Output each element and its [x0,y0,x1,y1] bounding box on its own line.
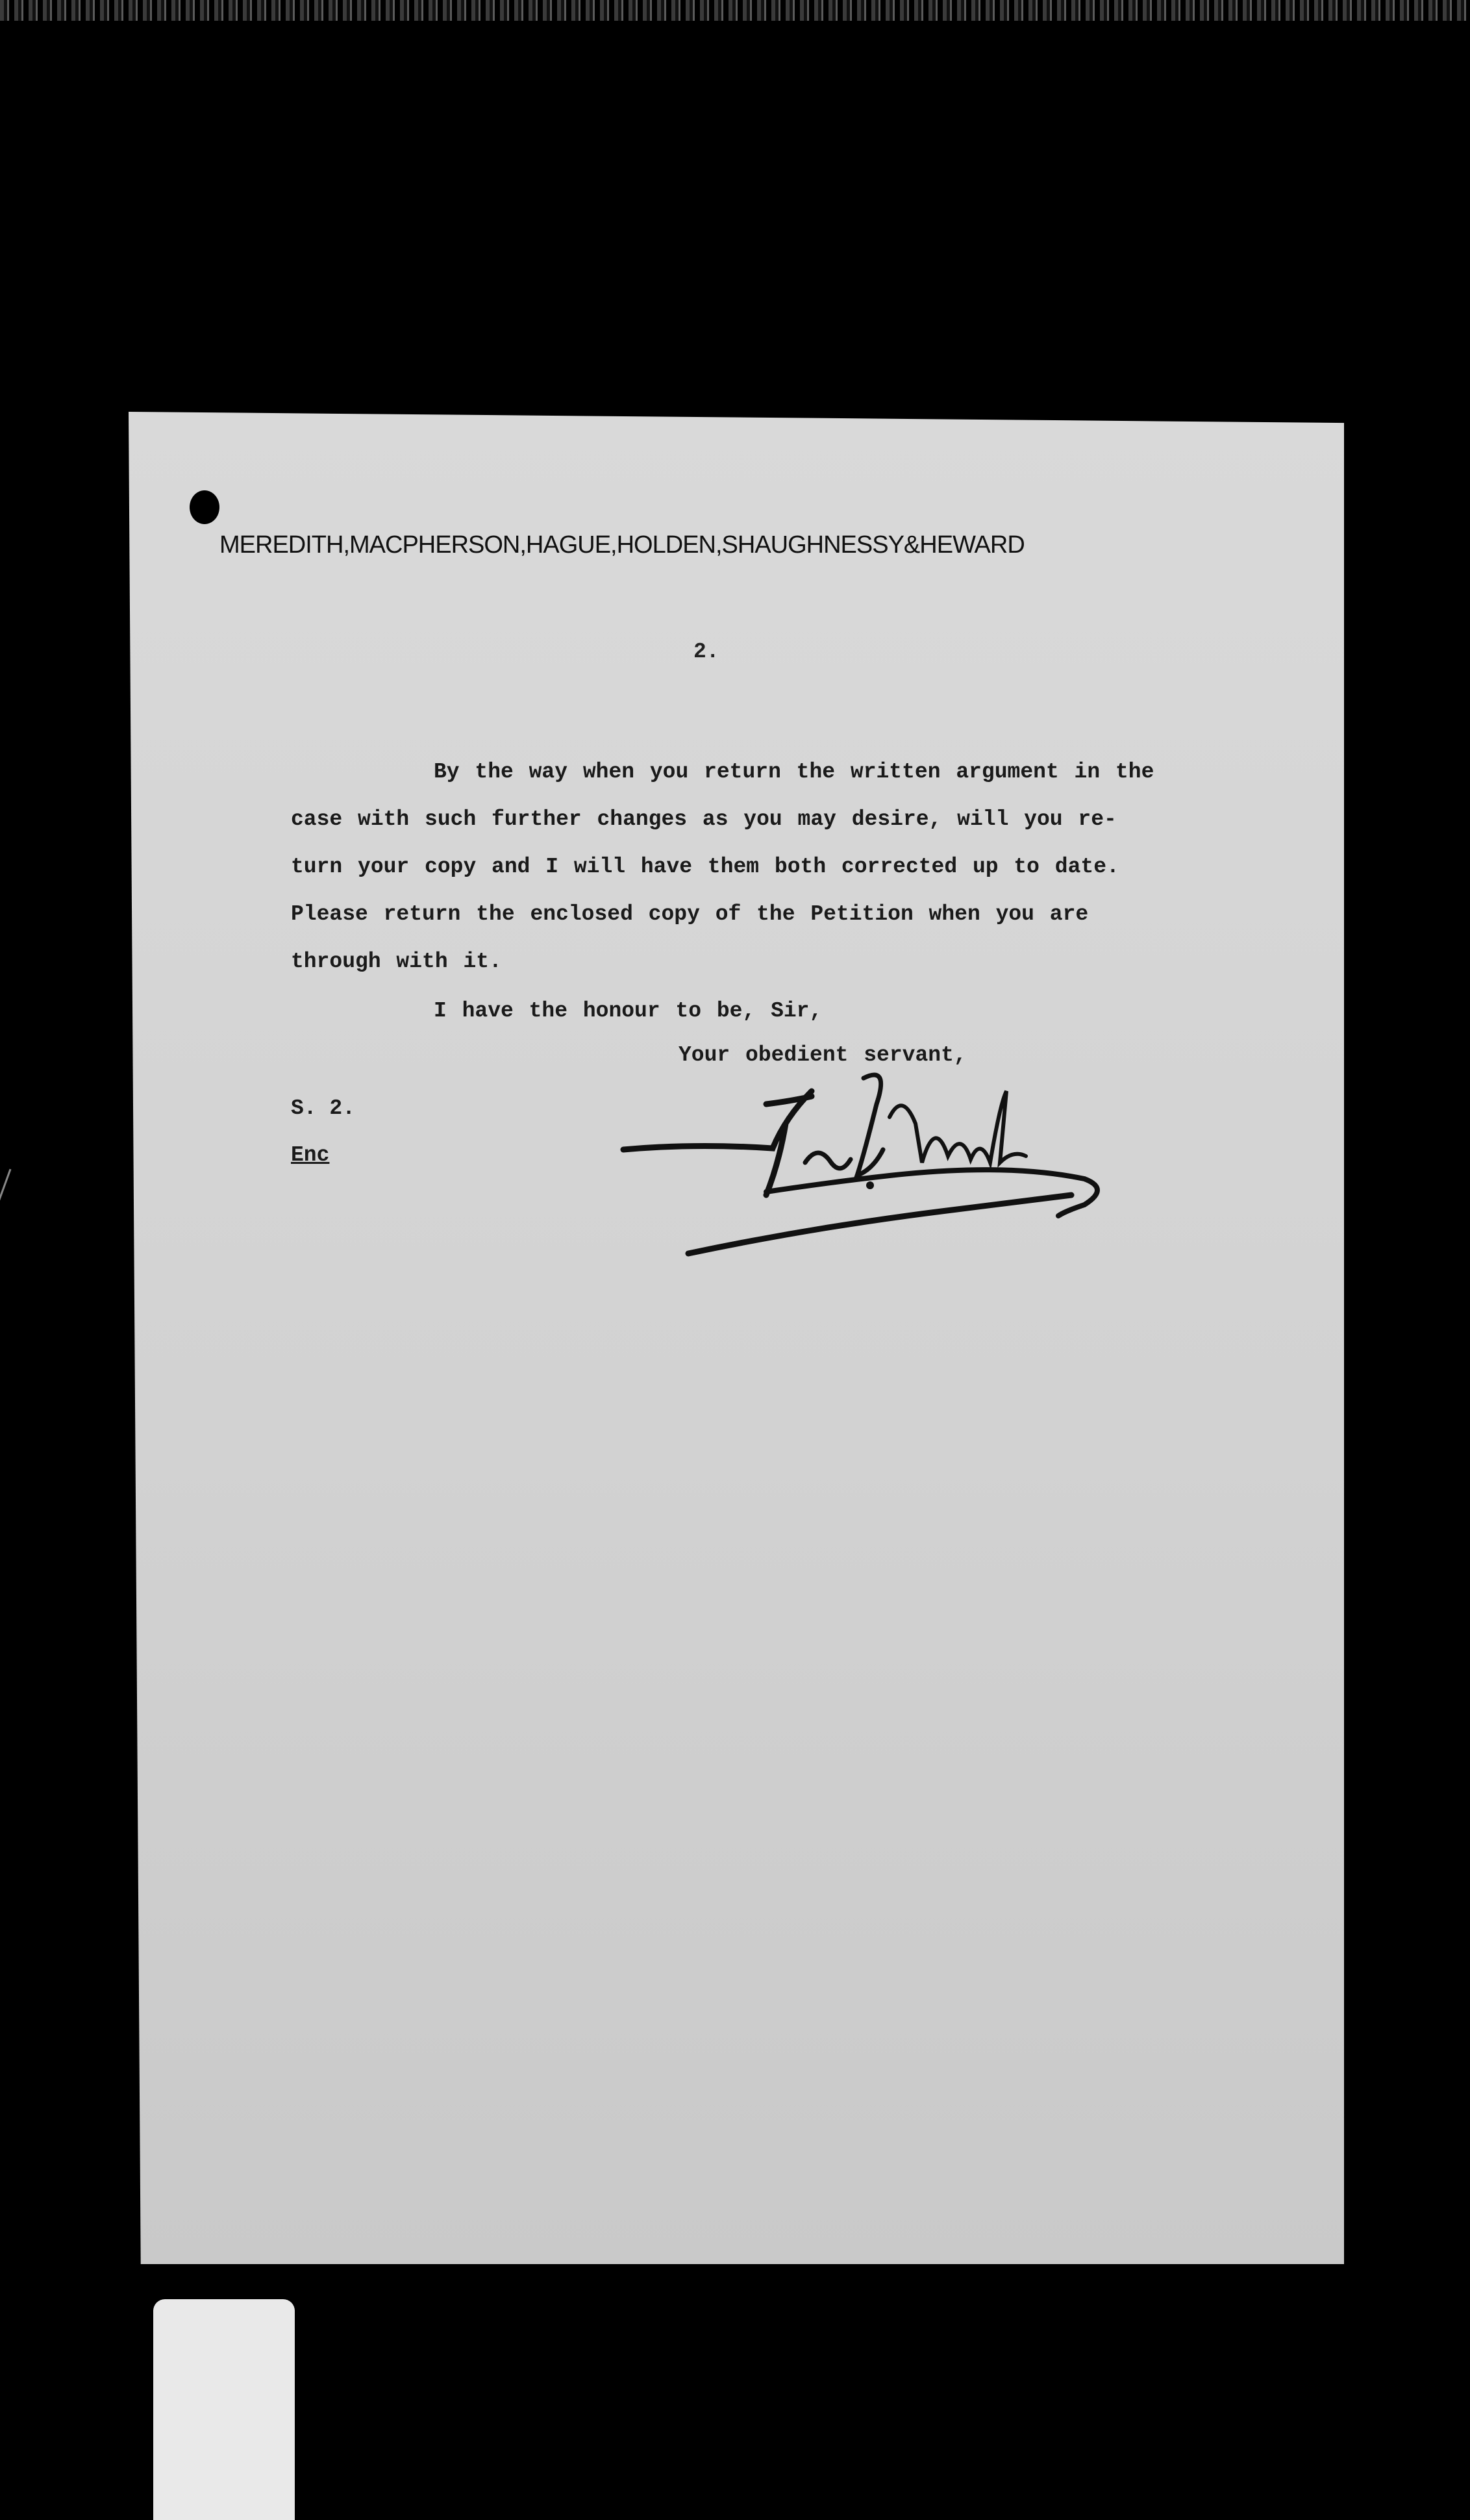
punch-hole [190,490,219,524]
body-line-5: through with it. [291,950,502,974]
handwritten-signature [617,1065,1130,1260]
letterhead: MEREDITH,MACPHERSON,HAGUE,HOLDEN,SHAUGHNESSY&HEWARD [219,531,1025,559]
enclosure-note: Enc [291,1143,330,1167]
film-tab [153,2299,295,2520]
page-number: 2. [693,640,719,664]
body-line-4: Please return the enclosed copy of the Petition when you are [291,902,1089,926]
valediction: Your obedient servant, [679,1043,967,1067]
body-line-3: turn your copy and I will have them both corrected up to date. [291,855,1119,879]
film-edge [0,0,1470,21]
film-mark [0,1169,18,1209]
letter-sheet [129,412,1344,2264]
body-line-1: By the way when you return the written argument in the [434,760,1154,784]
closing-line: I have the honour to be, Sir, [434,999,823,1023]
body-line-2: case with such further changes as you may desire, will you re- [291,807,1117,831]
reference-initials: S. 2. [291,1096,356,1120]
